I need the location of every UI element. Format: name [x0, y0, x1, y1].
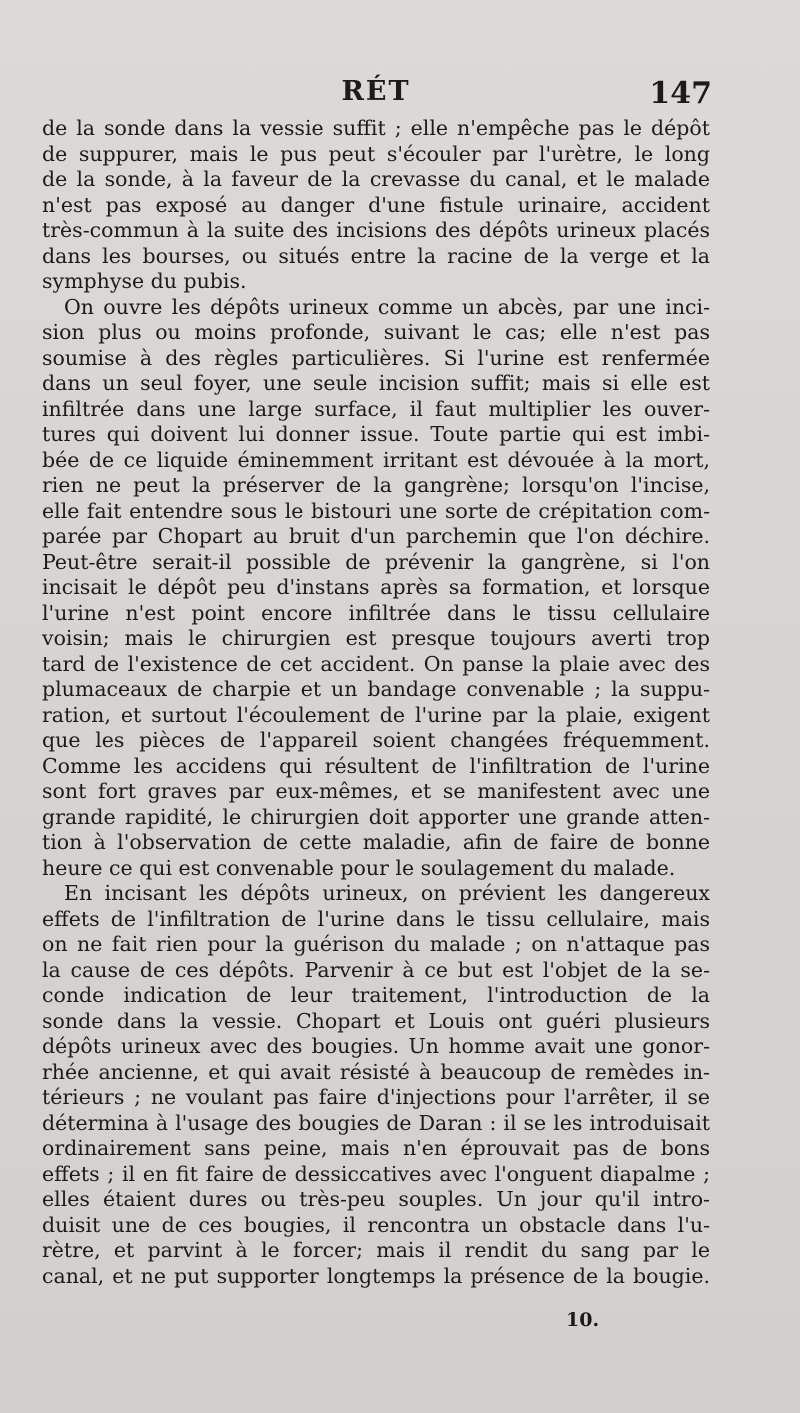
- text-line: elle fait entendre sous le bistouri une sorte de crépitation com-: [42, 498, 710, 523]
- text-line: soumise à des règles particulières. Si l'urine est renfermée: [42, 345, 710, 370]
- text-line: n'est pas exposé au danger d'une fistule urinaire, accident: [42, 192, 710, 217]
- text-line: heure ce qui est convenable pour le soulagement du malade.: [42, 855, 676, 880]
- text-line: En incisant les dépôts urineux, on prévient les dangereux: [64, 881, 710, 905]
- text-line: tion à l'observation de cette maladie, afin de faire de bonne: [42, 830, 710, 854]
- text-line: térieurs ; ne voulant pas faire d'injections pour l'arrêter, il se: [42, 1085, 710, 1109]
- running-head: RÉT: [341, 76, 411, 107]
- signature-mark: 10.: [566, 1309, 600, 1331]
- text-line: grande rapidité, le chirurgien doit apporter une grande atten-: [42, 804, 710, 829]
- text-line: elles étaient dures ou très-peu souples. Un jour qu'il intro-: [42, 1187, 710, 1211]
- text-line: tures qui doivent lui donner issue. Toute partie qui est imbi-: [42, 422, 710, 446]
- text-line: que les pièces de l'appareil soient changées fréquemment.: [42, 728, 710, 752]
- text-line: de suppurer, mais le pus peut s'écouler par l'urètre, le long: [42, 141, 710, 166]
- text-line: effets ; il en fit faire de dessiccatives avec l'onguent diapalme ;: [42, 1161, 710, 1186]
- text-line: parée par Chopart au bruit d'un parchemin que l'on déchire.: [42, 524, 710, 548]
- text-line: très-commun à la suite des incisions des dépôts urineux placés: [42, 218, 710, 242]
- text-line: sont fort graves par eux-mêmes, et se manifestent avec une: [42, 779, 710, 803]
- text-line: plumaceaux de charpie et un bandage convenable ; la suppu-: [42, 677, 710, 701]
- text-line: effets de l'infiltration de l'urine dans le tissu cellulaire, mais: [42, 906, 710, 931]
- text-line: on ne fait rien pour la guérison du malade ; on n'attaque pas: [42, 932, 710, 956]
- text-line: rètre, et parvint à le forcer; mais il rendit du sang par le: [42, 1238, 710, 1262]
- text-line: de la sonde, à la faveur de la crevasse du canal, et le malade: [42, 167, 710, 191]
- text-line: On ouvre les dépôts urineux comme un abcès, par une inci-: [64, 294, 710, 319]
- text-line: Comme les accidens qui résultent de l'infiltration de l'urine: [42, 753, 710, 778]
- text-line: détermina à l'usage des bougies de Daran : il se les introduisait: [42, 1110, 710, 1135]
- text-line: la cause de ces dépôts. Parvenir à ce but est l'objet de la se-: [42, 957, 710, 982]
- page-number: 147: [649, 76, 712, 111]
- text-line: Peut-être serait-il possible de prévenir la gangrène, si l'on: [42, 549, 710, 574]
- text-line: duisit une de ces bougies, il rencontra un obstacle dans l'u-: [42, 1212, 710, 1237]
- text-line: sion plus ou moins profonde, suivant le cas; elle n'est pas: [42, 320, 710, 344]
- text-line: tard de l'existence de cet accident. On panse la plaie avec des: [42, 651, 710, 676]
- text-line: rhée ancienne, et qui avait résisté à beaucoup de remèdes in-: [42, 1059, 710, 1084]
- text-line: l'urine n'est point encore infiltrée dans le tissu cellulaire: [42, 600, 710, 625]
- text-line: sonde dans la vessie. Chopart et Louis ont guéri plusieurs: [42, 1008, 710, 1033]
- page-header: [40, 76, 712, 116]
- text-line: dans un seul foyer, une seule incision suffit; mais si elle est: [42, 371, 710, 395]
- text-line: ration, et surtout l'écoulement de l'urine par la plaie, exigent: [42, 702, 710, 727]
- text-line: infiltrée dans une large surface, il faut multiplier les ouver-: [42, 396, 710, 421]
- text-line: ordinairement sans peine, mais n'en éprouvait pas de bons: [42, 1136, 710, 1160]
- text-line: dans les bourses, ou situés entre la racine de la verge et la: [42, 243, 710, 268]
- text-line: dépôts urineux avec des bougies. Un homme avait une gonor-: [42, 1034, 710, 1058]
- text-line: symphyse du pubis.: [42, 269, 247, 293]
- text-line: de la sonde dans la vessie suffit ; elle n'empêche pas le dépôt: [42, 116, 710, 140]
- text-line: conde indication de leur traitement, l'introduction de la: [42, 983, 710, 1007]
- text-line: bée de ce liquide éminemment irritant est dévouée à la mort,: [42, 447, 710, 472]
- text-line: canal, et ne put supporter longtemps la présence de la bougie.: [42, 1263, 710, 1288]
- body-text: [42, 116, 710, 1289]
- text-line: voisin; mais le chirurgien est presque toujours averti trop: [42, 626, 710, 650]
- text-line: incisait le dépôt peu d'instans après sa formation, et lorsque: [42, 575, 710, 599]
- text-line: rien ne peut la préserver de la gangrène; lorsqu'on l'incise,: [42, 473, 710, 497]
